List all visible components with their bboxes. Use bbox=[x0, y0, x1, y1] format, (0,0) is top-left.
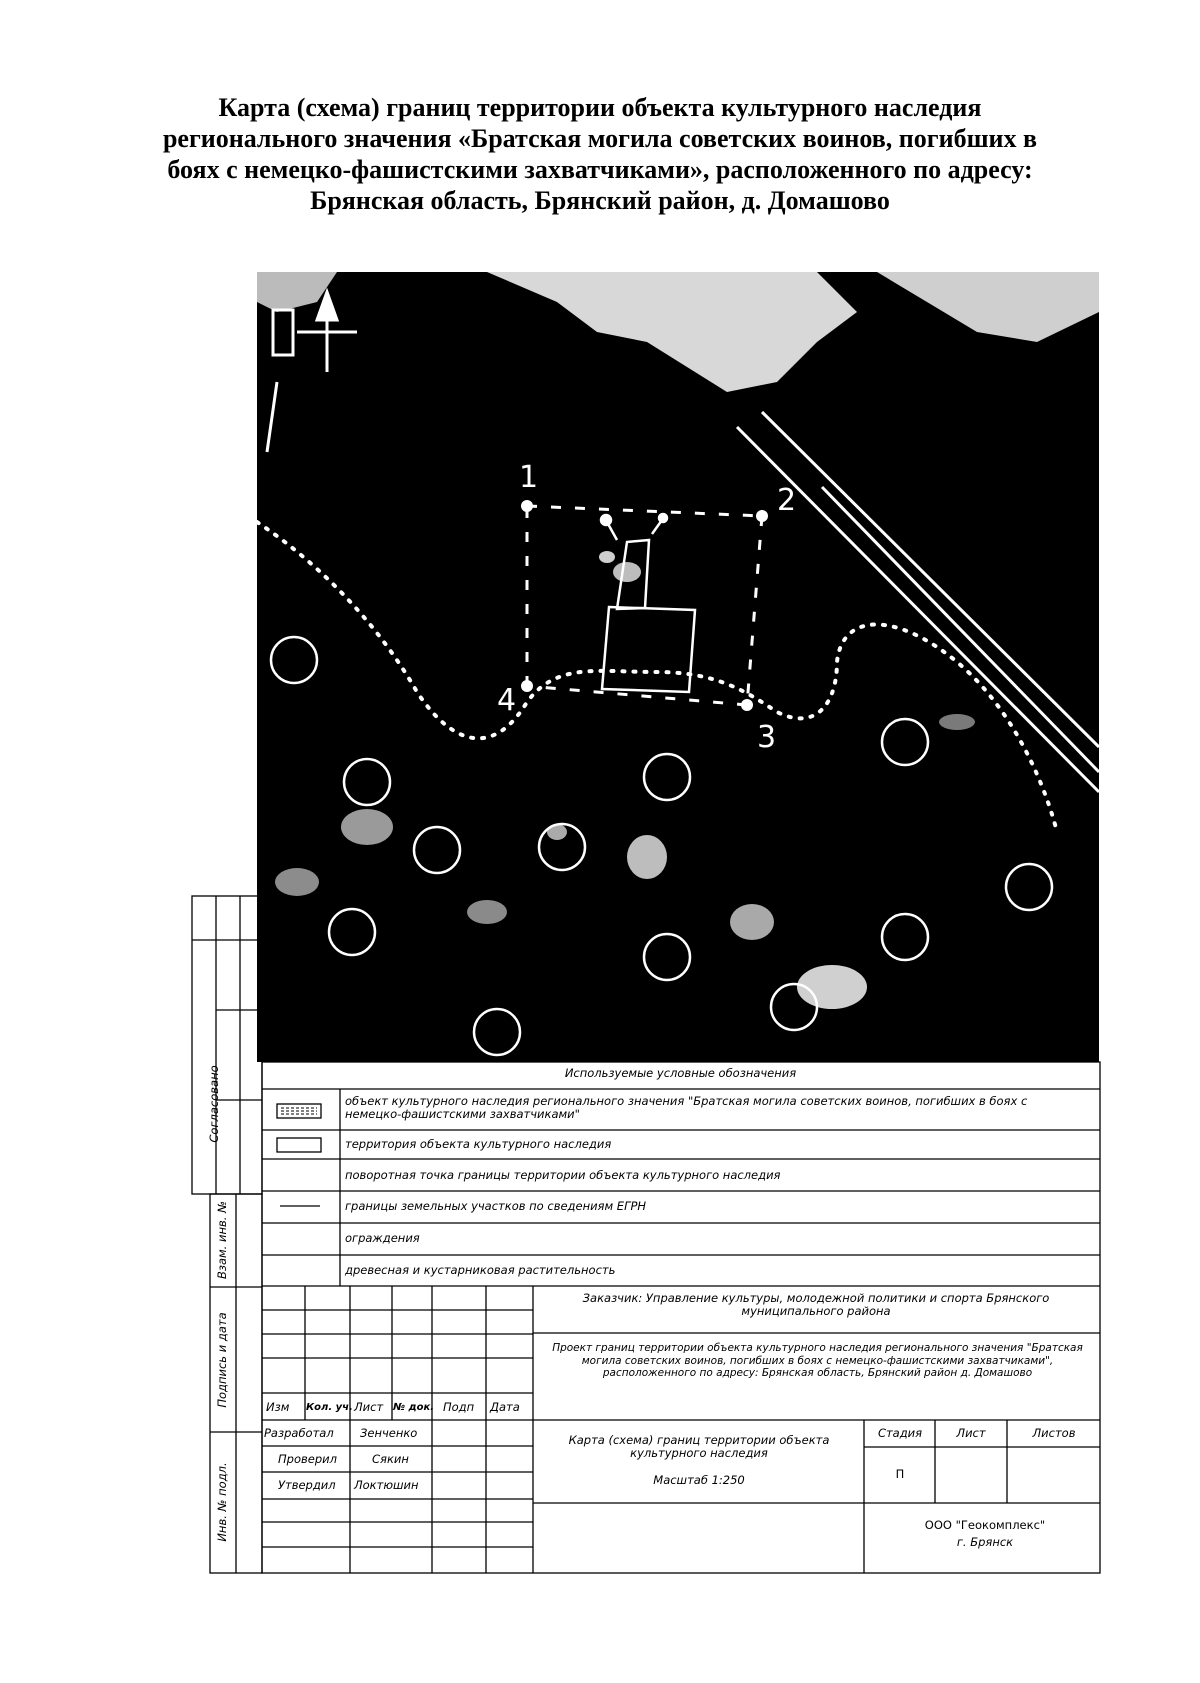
project-text: Проект границ территории объекта культурного наследия регионального значения "Братская могила советских воинов, погибших в боях с немецко-фашистскими захватчиками", расположенного по адресу: Брянская область, Брянский район д. Домашово bbox=[552, 1342, 1083, 1379]
stage-header: Стадия bbox=[877, 1426, 923, 1440]
stage-value: П bbox=[895, 1467, 905, 1481]
company-name: ООО "Геокомплекс" bbox=[924, 1518, 1046, 1532]
side-inv-replace: Взам. инв. № bbox=[215, 1200, 229, 1280]
empty-rect-icon bbox=[277, 1138, 321, 1152]
role-developed: Разработал bbox=[264, 1426, 334, 1440]
point-label-3: 3 bbox=[757, 720, 777, 755]
lists-header: Листов bbox=[1032, 1426, 1076, 1440]
header-list: Лист bbox=[354, 1400, 384, 1414]
point-label-2: 2 bbox=[777, 483, 797, 518]
name-approved: Локтюшин bbox=[354, 1478, 419, 1492]
role-approved: Утвердил bbox=[278, 1478, 336, 1492]
legend-item-vegetation: древесная и кустарниковая растительность bbox=[345, 1263, 616, 1277]
side-agreed: Согласовано bbox=[207, 1065, 221, 1143]
legend-item-land-plots: границы земельных участков по сведениям ЕГРН bbox=[345, 1199, 647, 1213]
page-title: Карта (схема) границ территории объекта культурного наследия регионального значения «Братская могила советских воинов, погибших в боях с немецко-фашистскими захватчиками», расположенного по адресу: Брянская область, Брянский район, д. Домашово bbox=[162, 93, 1038, 215]
legend-item-turning-point: поворотная точка границы территории объекта культурного наследия bbox=[345, 1168, 781, 1182]
header-data: Дата bbox=[490, 1400, 520, 1414]
list-header: Лист bbox=[956, 1426, 986, 1440]
sheet-title: Карта (схема) границ территории объекта культурного наследия bbox=[568, 1433, 830, 1460]
side-sign-date: Подпись и дата bbox=[215, 1312, 229, 1408]
side-inv-orig: Инв. № подл. bbox=[215, 1462, 229, 1542]
role-checked: Проверил bbox=[278, 1452, 337, 1466]
scale-text: Масштаб 1:250 bbox=[653, 1473, 745, 1487]
header-doc: № док. bbox=[393, 1402, 435, 1413]
legend-item-fences: ограждения bbox=[345, 1231, 420, 1245]
point-label-4: 4 bbox=[497, 683, 517, 718]
legend-item-monument: объект культурного наследия регионального значения "Братская могила советских воинов, погибших в боях с немецко-фашистскими захватчиками" bbox=[345, 1094, 1028, 1121]
legend-item-territory: территория объекта культурного наследия bbox=[345, 1137, 612, 1151]
header-kol-uch: Кол. уч. bbox=[306, 1402, 353, 1413]
header-izm: Изм bbox=[266, 1400, 290, 1414]
customer-text: Заказчик: Управление культуры, молодежной политики и спорта Брянского муниципального района bbox=[582, 1291, 1050, 1318]
name-developed: Зенченко bbox=[360, 1426, 418, 1440]
header-podp: Подп bbox=[443, 1400, 475, 1414]
company-city: г. Брянск bbox=[956, 1535, 1014, 1549]
legend-heading: Используемые условные обозначения bbox=[564, 1066, 797, 1080]
point-label-1: 1 bbox=[519, 460, 539, 495]
name-checked: Сякин bbox=[372, 1452, 409, 1466]
